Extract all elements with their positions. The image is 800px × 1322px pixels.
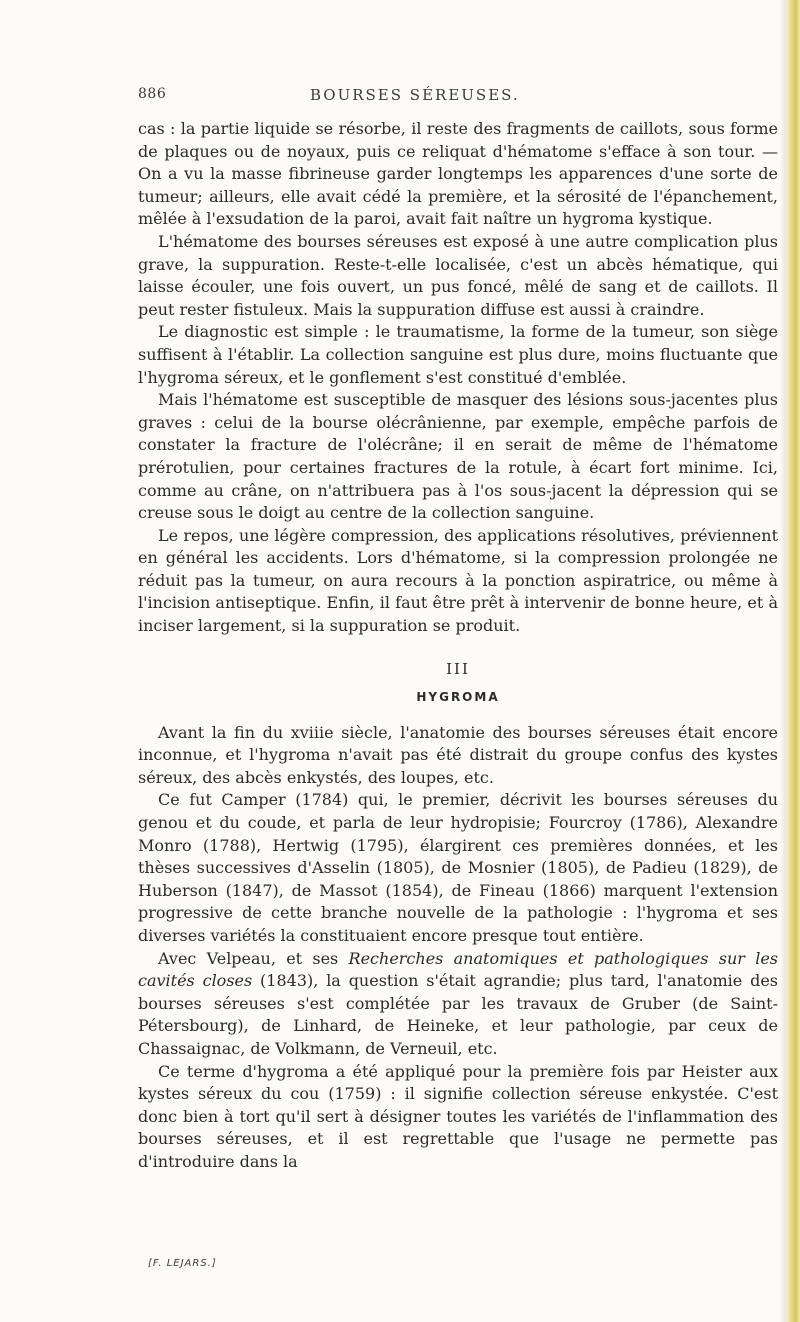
paragraph: Mais l'hématome est susceptible de masquer des lésions sous-jacentes plus graves : celui de la bourse olécrânienne, par exemple, empêche parfois de constater la fracture de l'olécrâne; il en serait de même de l'hématome prérotulien, pour certaines fractures de la rotule, à écart fort minime. Ici, comme au crâne, on n'attribuera pas à l'os sous-jacent la dépression qui se creuse sous le doigt au centre de la collection sanguine. <box>138 390 778 523</box>
page-binding-edge <box>786 0 800 1322</box>
section-title: HYGROMA <box>416 689 500 704</box>
running-head <box>138 86 778 110</box>
paragraph: Ce terme d'hygroma a été appliqué pour la première fois par Heister aux kystes séreux du cou (1759) : il signifie collection séreuse enkystée. C'est donc bien à tort qu'il sert à désigner toutes les variétés de l'inflammation des bourses séreuses, et il est regrettable que l'usage ne permette pas d'introduire dans la <box>138 1061 778 1171</box>
paragraph-velpeau <box>138 948 778 1061</box>
paragraph: Le repos, une légère compression, des applications résolutives, préviennent en général les accidents. Lors d'hématome, si la compression prolongée ne réduit pas la tumeur, on aura recours à la ponction aspiratrice, ou même à l'incision antiseptique. Enfin, il faut être prêt à intervenir de bonne heure, et à inciser largement, si la suppuration se produit. <box>138 525 778 636</box>
velpeau-text-before: Avec Velpeau, et ses <box>158 948 349 968</box>
body-text <box>138 118 778 1174</box>
book-title-italic: Recherches anatomiques et pathologiques sur les cavités closes <box>138 948 778 991</box>
author-signature: [F. LEJARS.] <box>148 1258 217 1269</box>
page-number: 886 <box>138 86 167 102</box>
paragraph: L'hématome des bourses séreuses est exposé à une autre complication plus grave, la suppuration. Reste-t-elle localisée, c'est un abcès hématique, qui laisse écouler, une fois ouvert, un pus foncé, mêlé de sang et de caillots. Il peut rester fistuleux. Mais la suppuration diffuse est aussi à craindre. <box>138 231 778 319</box>
paragraph: cas : la partie liquide se résorbe, il reste des fragments de caillots, sous forme de plaques ou de noyaux, puis ce reliquat d'hématome s'efface à son tour. — On a vu la masse fibrineuse garder longtemps les apparences d'une sorte de tumeur; ailleurs, elle avait cédé la première, et la sérosité de l'épanchement, mêlée à l'exsudation de la paroi, avait fait naître un hygroma kystique. <box>138 119 778 229</box>
paragraph: Avant la fin du xviiie siècle, l'anatomie des bourses séreuses était encore inconnue, et l'hygroma n'avait pas été distrait du groupe confus des kystes séreux, des abcès enkystés, des loupes, etc. <box>138 722 778 787</box>
paragraph: Le diagnostic est simple : le traumatisme, la forme de la tumeur, son siège suffisent à l'établir. La collection sanguine est plus dure, moins fluctuante que l'hygroma séreux, et le gonflement s'est constitué d'emblée. <box>138 322 778 387</box>
section-numeral: III <box>446 659 470 678</box>
velpeau-text-after: (1843), la question s'était agrandie; plus tard, l'anatomie des bourses séreuses s'est complétée par les travaux de Gruber (de Saint-Pétersbourg), de Linhard, de Heineke, et leur pathologie, par ceux de Chassaignac, de Volkmann, de Verneuil, etc. <box>138 971 779 1058</box>
paragraph: Ce fut Camper (1784) qui, le premier, décrivit les bourses séreuses du genou et du coude, et parla de leur hydropisie; Fourcroy (1786), Alexandre Monro (1788), Hertwig (1795), élargirent ces premières données, et les thèses successives d'Asselin (1805), de Mosnier (1805), de Padieu (1829), de Huberson (1847), de Massot (1854), de Fineau (1866) marquent l'extension progressive de cette branche nouvelle de la pathologie : l'hygroma et ses diverses variétés la constituaient encore presque tout entière. <box>138 790 778 945</box>
running-title: BOURSES SÉREUSES. <box>310 86 520 104</box>
